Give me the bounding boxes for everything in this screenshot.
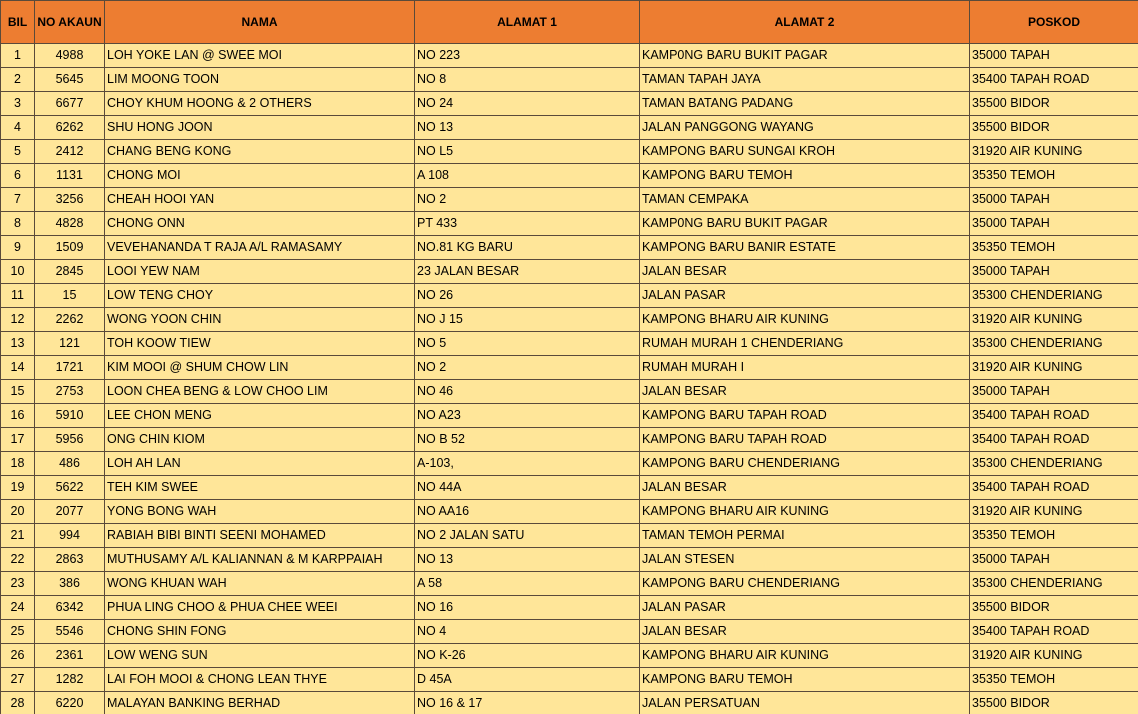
cell-alamat-1[interactable]: NO 5: [415, 332, 640, 356]
cell-nama[interactable]: MUTHUSAMY A/L KALIANNAN & M KARPPAIAH: [105, 548, 415, 572]
cell-alamat-2[interactable]: KAMPONG BARU TEMOH: [640, 164, 970, 188]
cell-alamat-1[interactable]: NO 4: [415, 620, 640, 644]
cell-alamat-1[interactable]: NO 44A: [415, 476, 640, 500]
cell-alamat-1[interactable]: NO.81 KG BARU: [415, 236, 640, 260]
cell-alamat-1[interactable]: NO 223: [415, 44, 640, 68]
cell-alamat-2[interactable]: KAMPONG BARU TAPAH ROAD: [640, 404, 970, 428]
cell-no-akaun[interactable]: 2753: [35, 380, 105, 404]
cell-no-akaun[interactable]: 386: [35, 572, 105, 596]
cell-no-akaun[interactable]: 2361: [35, 644, 105, 668]
cell-bil[interactable]: 20: [1, 500, 35, 524]
cell-alamat-2[interactable]: RUMAH MURAH I: [640, 356, 970, 380]
cell-nama[interactable]: LOW TENG CHOY: [105, 284, 415, 308]
cell-poskod[interactable]: 35000 TAPAH: [970, 548, 1138, 572]
cell-bil[interactable]: 12: [1, 308, 35, 332]
header-bil[interactable]: BIL: [1, 1, 35, 44]
cell-poskod[interactable]: 35350 TEMOH: [970, 164, 1138, 188]
cell-no-akaun[interactable]: 994: [35, 524, 105, 548]
cell-nama[interactable]: TEH KIM SWEE: [105, 476, 415, 500]
cell-nama[interactable]: KIM MOOI @ SHUM CHOW LIN: [105, 356, 415, 380]
table-row[interactable]: [1, 332, 1138, 356]
cell-alamat-2[interactable]: KAMPONG BARU BANIR ESTATE: [640, 236, 970, 260]
cell-poskod[interactable]: 35000 TAPAH: [970, 212, 1138, 236]
cell-alamat-2[interactable]: KAMP0NG BARU BUKIT PAGAR: [640, 44, 970, 68]
table-row[interactable]: [1, 284, 1138, 308]
table-row[interactable]: [1, 476, 1138, 500]
cell-alamat-1[interactable]: NO A23: [415, 404, 640, 428]
cell-alamat-1[interactable]: NO 2 JALAN SATU: [415, 524, 640, 548]
cell-poskod[interactable]: 35300 CHENDERIANG: [970, 284, 1138, 308]
table-row[interactable]: [1, 260, 1138, 284]
cell-bil[interactable]: 25: [1, 620, 35, 644]
table-body: [1, 44, 1138, 714]
cell-alamat-2[interactable]: JALAN PANGGONG WAYANG: [640, 116, 970, 140]
cell-alamat-2[interactable]: JALAN BESAR: [640, 380, 970, 404]
cell-poskod[interactable]: 35300 CHENDERIANG: [970, 572, 1138, 596]
cell-nama[interactable]: CHONG SHIN FONG: [105, 620, 415, 644]
cell-bil[interactable]: 17: [1, 428, 35, 452]
table-row[interactable]: [1, 500, 1138, 524]
cell-alamat-2[interactable]: TAMAN CEMPAKA: [640, 188, 970, 212]
cell-bil[interactable]: 1: [1, 44, 35, 68]
cell-alamat-1[interactable]: NO 16: [415, 596, 640, 620]
cell-alamat-2[interactable]: JALAN BESAR: [640, 620, 970, 644]
cell-no-akaun[interactable]: 1509: [35, 236, 105, 260]
cell-alamat-2[interactable]: TAMAN TEMOH PERMAI: [640, 524, 970, 548]
table-row[interactable]: [1, 524, 1138, 548]
table-row[interactable]: [1, 164, 1138, 188]
cell-alamat-1[interactable]: PT 433: [415, 212, 640, 236]
cell-no-akaun[interactable]: 6220: [35, 692, 105, 714]
cell-nama[interactable]: SHU HONG JOON: [105, 116, 415, 140]
cell-no-akaun[interactable]: 486: [35, 452, 105, 476]
header-alamat-2[interactable]: ALAMAT 2: [640, 1, 970, 44]
cell-bil[interactable]: 18: [1, 452, 35, 476]
cell-no-akaun[interactable]: 121: [35, 332, 105, 356]
cell-nama[interactable]: CHONG MOI: [105, 164, 415, 188]
cell-bil[interactable]: 11: [1, 284, 35, 308]
table-row[interactable]: [1, 668, 1138, 692]
cell-no-akaun[interactable]: 6342: [35, 596, 105, 620]
cell-nama[interactable]: LOW WENG SUN: [105, 644, 415, 668]
cell-no-akaun[interactable]: 2262: [35, 308, 105, 332]
cell-alamat-2[interactable]: TAMAN TAPAH JAYA: [640, 68, 970, 92]
cell-nama[interactable]: VEVEHANANDA T RAJA A/L RAMASAMY: [105, 236, 415, 260]
cell-nama[interactable]: CHANG BENG KONG: [105, 140, 415, 164]
cell-alamat-1[interactable]: NO 16 & 17: [415, 692, 640, 714]
table-row[interactable]: [1, 548, 1138, 572]
table-row[interactable]: [1, 572, 1138, 596]
cell-alamat-1[interactable]: A 58: [415, 572, 640, 596]
cell-poskod[interactable]: 35400 TAPAH ROAD: [970, 68, 1138, 92]
cell-nama[interactable]: LEE CHON MENG: [105, 404, 415, 428]
cell-poskod[interactable]: 35000 TAPAH: [970, 44, 1138, 68]
cell-bil[interactable]: 9: [1, 236, 35, 260]
cell-bil[interactable]: 10: [1, 260, 35, 284]
cell-no-akaun[interactable]: 1282: [35, 668, 105, 692]
cell-bil[interactable]: 7: [1, 188, 35, 212]
cell-nama[interactable]: WONG KHUAN WAH: [105, 572, 415, 596]
cell-alamat-1[interactable]: NO 2: [415, 356, 640, 380]
header-alamat-1[interactable]: ALAMAT 1: [415, 1, 640, 44]
cell-nama[interactable]: LIM MOONG TOON: [105, 68, 415, 92]
cell-alamat-1[interactable]: D 45A: [415, 668, 640, 692]
cell-bil[interactable]: 19: [1, 476, 35, 500]
cell-poskod[interactable]: 35000 TAPAH: [970, 260, 1138, 284]
cell-alamat-2[interactable]: TAMAN BATANG PADANG: [640, 92, 970, 116]
cell-poskod[interactable]: 35350 TEMOH: [970, 668, 1138, 692]
cell-poskod[interactable]: 35350 TEMOH: [970, 236, 1138, 260]
header-row: [1, 1, 1138, 44]
cell-bil[interactable]: 14: [1, 356, 35, 380]
table-row[interactable]: [1, 404, 1138, 428]
cell-bil[interactable]: 3: [1, 92, 35, 116]
header-no-akaun[interactable]: NO AKAUN: [35, 1, 105, 44]
table-row[interactable]: [1, 44, 1138, 68]
cell-no-akaun[interactable]: 4828: [35, 212, 105, 236]
cell-bil[interactable]: 16: [1, 404, 35, 428]
table-row[interactable]: [1, 356, 1138, 380]
cell-bil[interactable]: 2: [1, 68, 35, 92]
cell-poskod[interactable]: 35400 TAPAH ROAD: [970, 620, 1138, 644]
cell-alamat-1[interactable]: A-103,: [415, 452, 640, 476]
cell-alamat-2[interactable]: JALAN BESAR: [640, 476, 970, 500]
cell-poskod[interactable]: 35500 BIDOR: [970, 116, 1138, 140]
cell-bil[interactable]: 28: [1, 692, 35, 714]
cell-nama[interactable]: LOON CHEA BENG & LOW CHOO LIM: [105, 380, 415, 404]
cell-poskod[interactable]: 31920 AIR KUNING: [970, 500, 1138, 524]
cell-no-akaun[interactable]: 4988: [35, 44, 105, 68]
cell-no-akaun[interactable]: 1131: [35, 164, 105, 188]
cell-alamat-2[interactable]: JALAN BESAR: [640, 260, 970, 284]
cell-no-akaun[interactable]: 5645: [35, 68, 105, 92]
cell-alamat-1[interactable]: NO 13: [415, 116, 640, 140]
cell-alamat-2[interactable]: RUMAH MURAH 1 CHENDERIANG: [640, 332, 970, 356]
cell-nama[interactable]: YONG BONG WAH: [105, 500, 415, 524]
cell-alamat-2[interactable]: KAMPONG BARU CHENDERIANG: [640, 452, 970, 476]
cell-bil[interactable]: 22: [1, 548, 35, 572]
cell-alamat-2[interactable]: JALAN PASAR: [640, 596, 970, 620]
cell-poskod[interactable]: 35400 TAPAH ROAD: [970, 428, 1138, 452]
cell-no-akaun[interactable]: 6262: [35, 116, 105, 140]
cell-bil[interactable]: 6: [1, 164, 35, 188]
cell-bil[interactable]: 24: [1, 596, 35, 620]
cell-nama[interactable]: CHEAH HOOI YAN: [105, 188, 415, 212]
table-row[interactable]: [1, 92, 1138, 116]
cell-poskod[interactable]: 35500 BIDOR: [970, 92, 1138, 116]
cell-no-akaun[interactable]: 1721: [35, 356, 105, 380]
cell-no-akaun[interactable]: 2412: [35, 140, 105, 164]
cell-poskod[interactable]: 31920 AIR KUNING: [970, 644, 1138, 668]
cell-alamat-1[interactable]: NO 2: [415, 188, 640, 212]
cell-alamat-2[interactable]: KAMPONG BHARU AIR KUNING: [640, 500, 970, 524]
cell-nama[interactable]: CHOY KHUM HOONG & 2 OTHERS: [105, 92, 415, 116]
cell-bil[interactable]: 8: [1, 212, 35, 236]
table-row[interactable]: [1, 116, 1138, 140]
cell-nama[interactable]: PHUA LING CHOO & PHUA CHEE WEEI: [105, 596, 415, 620]
cell-poskod[interactable]: 35400 TAPAH ROAD: [970, 476, 1138, 500]
cell-no-akaun[interactable]: 5910: [35, 404, 105, 428]
cell-alamat-1[interactable]: NO AA16: [415, 500, 640, 524]
cell-alamat-1[interactable]: NO 13: [415, 548, 640, 572]
cell-bil[interactable]: 5: [1, 140, 35, 164]
cell-nama[interactable]: CHONG ONN: [105, 212, 415, 236]
cell-bil[interactable]: 13: [1, 332, 35, 356]
cell-alamat-1[interactable]: NO B 52: [415, 428, 640, 452]
cell-nama[interactable]: LOOI YEW NAM: [105, 260, 415, 284]
table-row[interactable]: [1, 644, 1138, 668]
cell-poskod[interactable]: 31920 AIR KUNING: [970, 356, 1138, 380]
cell-no-akaun[interactable]: 2845: [35, 260, 105, 284]
cell-poskod[interactable]: 35000 TAPAH: [970, 380, 1138, 404]
table-row[interactable]: [1, 596, 1138, 620]
cell-poskod[interactable]: 35500 BIDOR: [970, 692, 1138, 714]
cell-bil[interactable]: 21: [1, 524, 35, 548]
cell-poskod[interactable]: 35300 CHENDERIANG: [970, 452, 1138, 476]
cell-poskod[interactable]: 31920 AIR KUNING: [970, 308, 1138, 332]
cell-alamat-1[interactable]: 23 JALAN BESAR: [415, 260, 640, 284]
cell-nama[interactable]: LOH AH LAN: [105, 452, 415, 476]
header-poskod[interactable]: POSKOD: [970, 1, 1138, 44]
cell-no-akaun[interactable]: 5622: [35, 476, 105, 500]
cell-no-akaun[interactable]: 2863: [35, 548, 105, 572]
cell-alamat-2[interactable]: KAMPONG BARU SUNGAI KROH: [640, 140, 970, 164]
cell-alamat-2[interactable]: KAMPONG BHARU AIR KUNING: [640, 644, 970, 668]
cell-nama[interactable]: MALAYAN BANKING BERHAD: [105, 692, 415, 714]
cell-alamat-2[interactable]: KAMP0NG BARU BUKIT PAGAR: [640, 212, 970, 236]
cell-bil[interactable]: 15: [1, 380, 35, 404]
cell-no-akaun[interactable]: 5546: [35, 620, 105, 644]
table-row[interactable]: [1, 188, 1138, 212]
cell-nama[interactable]: WONG YOON CHIN: [105, 308, 415, 332]
cell-bil[interactable]: 27: [1, 668, 35, 692]
cell-poskod[interactable]: 35350 TEMOH: [970, 524, 1138, 548]
cell-poskod[interactable]: 31920 AIR KUNING: [970, 140, 1138, 164]
cell-alamat-2[interactable]: KAMPONG BARU TEMOH: [640, 668, 970, 692]
table-row[interactable]: [1, 380, 1138, 404]
table-row[interactable]: [1, 212, 1138, 236]
cell-poskod[interactable]: 35400 TAPAH ROAD: [970, 404, 1138, 428]
cell-alamat-2[interactable]: KAMPONG BHARU AIR KUNING: [640, 308, 970, 332]
cell-alamat-2[interactable]: JALAN PERSATUAN: [640, 692, 970, 714]
table-row[interactable]: [1, 620, 1138, 644]
table-row[interactable]: [1, 140, 1138, 164]
cell-alamat-2[interactable]: JALAN PASAR: [640, 284, 970, 308]
cell-no-akaun[interactable]: 6677: [35, 92, 105, 116]
cell-nama[interactable]: RABIAH BIBI BINTI SEENI MOHAMED: [105, 524, 415, 548]
cell-alamat-2[interactable]: KAMPONG BARU TAPAH ROAD: [640, 428, 970, 452]
cell-alamat-2[interactable]: KAMPONG BARU CHENDERIANG: [640, 572, 970, 596]
cell-no-akaun[interactable]: 15: [35, 284, 105, 308]
table-row[interactable]: [1, 68, 1138, 92]
cell-poskod[interactable]: 35000 TAPAH: [970, 188, 1138, 212]
cell-poskod[interactable]: 35500 BIDOR: [970, 596, 1138, 620]
cell-alamat-1[interactable]: NO 24: [415, 92, 640, 116]
cell-no-akaun[interactable]: 5956: [35, 428, 105, 452]
table-row[interactable]: [1, 236, 1138, 260]
cell-alamat-2[interactable]: JALAN STESEN: [640, 548, 970, 572]
cell-no-akaun[interactable]: 3256: [35, 188, 105, 212]
table-row[interactable]: [1, 428, 1138, 452]
header-nama[interactable]: NAMA: [105, 1, 415, 44]
cell-alamat-1[interactable]: NO 26: [415, 284, 640, 308]
cell-alamat-1[interactable]: NO 46: [415, 380, 640, 404]
table-row[interactable]: [1, 452, 1138, 476]
cell-alamat-1[interactable]: NO L5: [415, 140, 640, 164]
cell-alamat-1[interactable]: NO K-26: [415, 644, 640, 668]
cell-alamat-1[interactable]: NO J 15: [415, 308, 640, 332]
table-row[interactable]: [1, 308, 1138, 332]
cell-alamat-1[interactable]: A 108: [415, 164, 640, 188]
cell-bil[interactable]: 26: [1, 644, 35, 668]
cell-alamat-1[interactable]: NO 8: [415, 68, 640, 92]
cell-nama[interactable]: TOH KOOW TIEW: [105, 332, 415, 356]
cell-bil[interactable]: 4: [1, 116, 35, 140]
cell-nama[interactable]: LAI FOH MOOI & CHONG LEAN THYE: [105, 668, 415, 692]
table-row[interactable]: [1, 692, 1138, 714]
cell-no-akaun[interactable]: 2077: [35, 500, 105, 524]
cell-nama[interactable]: LOH YOKE LAN @ SWEE MOI: [105, 44, 415, 68]
cell-poskod[interactable]: 35300 CHENDERIANG: [970, 332, 1138, 356]
cell-bil[interactable]: 23: [1, 572, 35, 596]
cell-nama[interactable]: ONG CHIN KIOM: [105, 428, 415, 452]
